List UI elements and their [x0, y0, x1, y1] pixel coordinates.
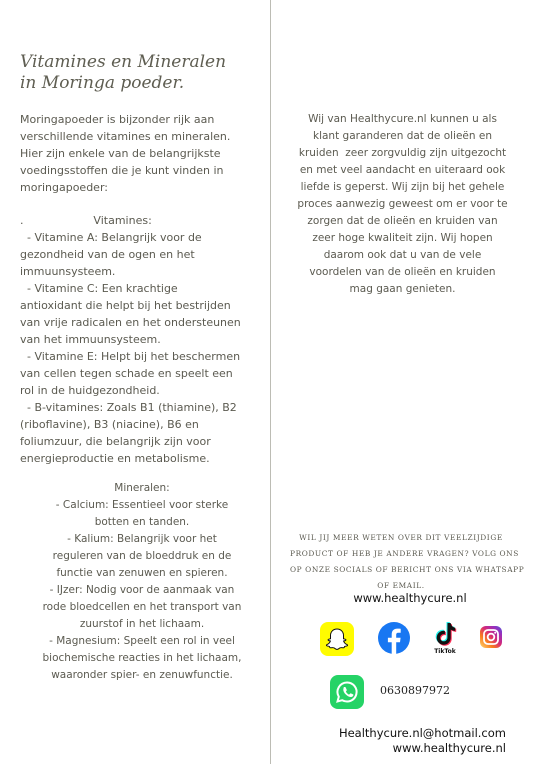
about-line: daarom ook dat u van de vele [323, 249, 482, 261]
snapchat-icon[interactable] [320, 622, 354, 656]
contact-line: WIL JIJ MEER WETEN OVER DIT VEELZIJDIGE [299, 533, 503, 542]
contact-text [290, 530, 525, 594]
vitamins-section [20, 212, 266, 467]
contact-line: OF EMAIL. [377, 581, 425, 590]
mineral-line: botten en tanden. [94, 516, 190, 528]
column-divider [270, 0, 271, 764]
about-line: mag gaan genieten. [349, 283, 456, 295]
mineral-line: rode bloedcellen en het transport van [42, 601, 242, 613]
instagram-icon[interactable] [480, 626, 502, 648]
vitamin-line: energieproductie en metabolisme. [20, 452, 210, 465]
vitamin-line: van het immuunsysteem. [20, 333, 161, 346]
intro-line: moringapoeder: [20, 181, 108, 194]
about-line: zorgen dat de olieën en kruiden van [307, 215, 498, 227]
page-title [20, 52, 260, 94]
tiktok-icon[interactable] [432, 620, 458, 660]
email-address[interactable]: Healthycure.nl@hotmail.com [338, 726, 506, 740]
facebook-icon[interactable] [378, 622, 410, 654]
about-line: liefde is geperst. Wij zijn bij het gehele [300, 181, 505, 193]
intro-line: verschillende vitamines en mineralen. [20, 130, 231, 143]
about-line: kruiden zeer zorgvuldig zijn uitgezocht [298, 147, 507, 159]
contact-line: PRODUCT OF HEB JE ANDERE VRAGEN? VOLG ONS [290, 549, 519, 558]
minerals-section [22, 480, 262, 684]
vitamin-line: rol in de huidgezondheid. [20, 384, 160, 397]
minerals-heading: Mineralen: [114, 482, 170, 494]
whatsapp-icon[interactable] [330, 675, 364, 709]
mineral-line: functie van zenuwen en spieren. [56, 567, 228, 579]
mineral-line: zuurstof in het lichaam. [79, 618, 205, 630]
social-icons [320, 622, 510, 662]
vitamin-line: van cellen tegen schade en speelt een [20, 367, 233, 380]
vitamin-line: gezondheid van de ogen en het [20, 248, 195, 261]
vitamin-line: (riboflavine), B3 (niacine), B6 en [20, 418, 199, 431]
mineral-line: biochemische reacties in het lichaam, [42, 652, 242, 664]
mineral-line: reguleren van de bloeddruk en de [52, 550, 232, 562]
about-line: klant garanderen dat de olieën en [312, 130, 492, 142]
about-line: en met veel aandacht en uiteraard ook [299, 164, 506, 176]
vitamin-line: - Vitamine C: Een krachtige [20, 282, 178, 295]
about-line: Wij van Healthycure.nl kunnen u als [308, 113, 497, 125]
intro-line: Moringapoeder is bijzonder rijk aan [20, 113, 215, 126]
intro-line: Hier zijn enkele van de belangrijkste [20, 147, 221, 160]
title-line-2: in Moringa poeder. [20, 73, 185, 93]
intro-line: voedingsstoffen die je kunt vinden in [20, 164, 224, 177]
intro-paragraph [20, 111, 266, 196]
tiktok-label: TikTok [434, 648, 456, 655]
vitamin-line: foliumzuur, die belangrijk zijn voor [20, 435, 211, 448]
about-line: zeer hoge kwaliteit zijn. Wij hopen [312, 232, 493, 244]
mineral-line: - IJzer: Nodig voor de aanmaak van [49, 584, 235, 596]
mineral-line: - Kalium: Belangrijk voor het [67, 533, 217, 545]
vitamin-line: - Vitamine E: Helpt bij het beschermen [20, 350, 241, 363]
vitamin-line: immuunsysteem. [20, 265, 116, 278]
vitamin-line: antioxidant die helpt bij het bestrijden [20, 299, 231, 312]
vitamins-heading: . Vitamines: [20, 214, 152, 227]
about-line: voordelen van de olieën en kruiden [309, 266, 496, 278]
phone-number[interactable]: 0630897972 [380, 684, 450, 697]
mineral-line: - Magnesium: Speelt een rol in veel [49, 635, 235, 647]
vitamin-line: van vrije radicalen en het ondersteunen [20, 316, 241, 329]
about-paragraph [280, 111, 525, 298]
website-link[interactable]: www.healthycure.nl [353, 591, 467, 605]
vitamin-line: - B-vitamines: Zoals B1 (thiamine), B2 [20, 401, 237, 414]
mineral-line: - Calcium: Essentieel voor sterke [55, 499, 229, 511]
footer-website-link[interactable]: www.healthycure.nl [392, 741, 506, 755]
mineral-line: waaronder spier- en zenuwfunctie. [51, 669, 233, 681]
contact-line: OP ONZE SOCIALS OF BERICHT ONS VIA WHATSAPP [290, 565, 525, 574]
title-line-1: Vitamines en Mineralen [20, 52, 227, 72]
vitamin-line: - Vitamine A: Belangrijk voor de [20, 231, 202, 244]
about-line: proces aanwezig geweest om er voor te [297, 198, 508, 210]
